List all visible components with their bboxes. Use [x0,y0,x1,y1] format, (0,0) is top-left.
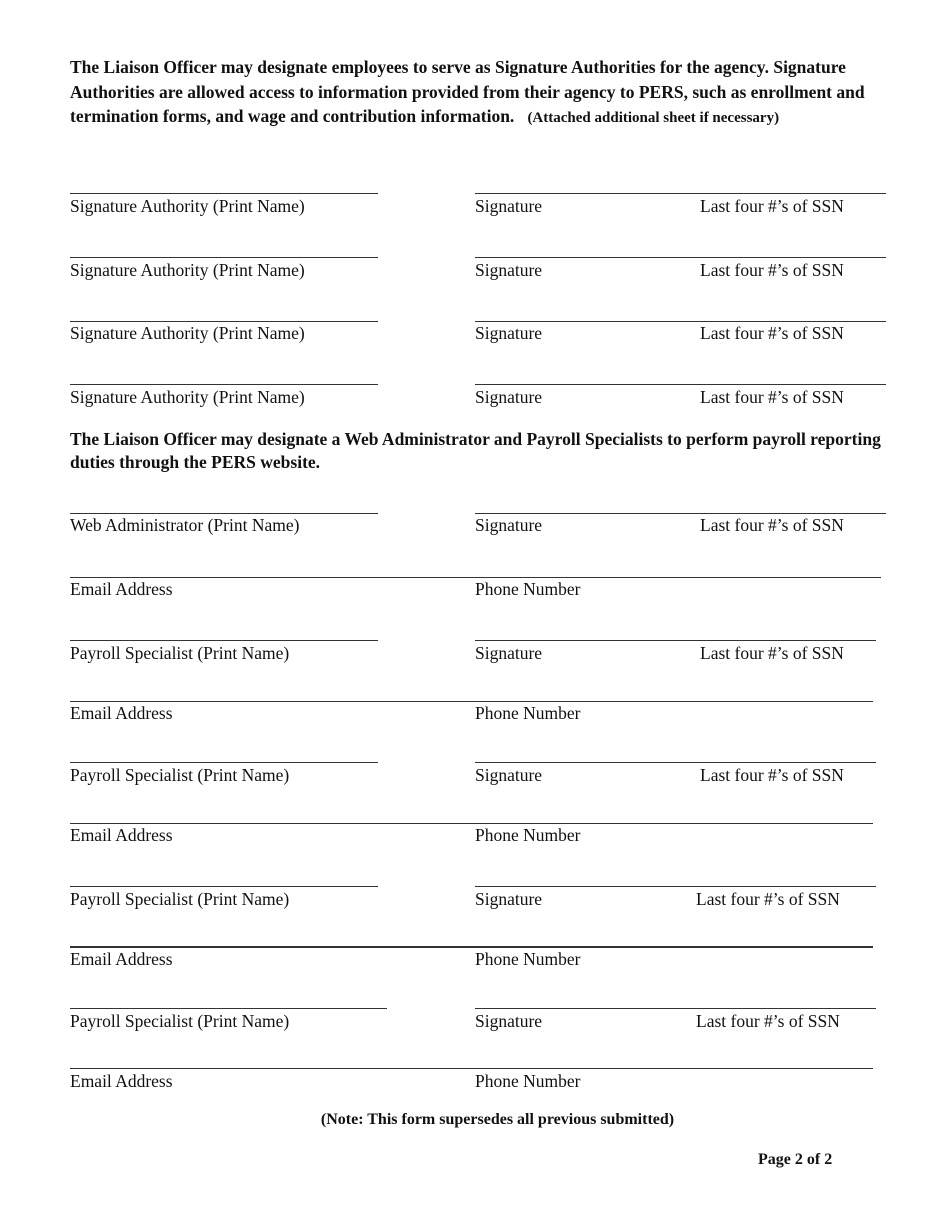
print-name-line[interactable] [70,886,378,887]
phone-label: Phone Number [475,703,581,723]
signature-authority-name-label: Signature Authority (Print Name) [70,387,305,407]
ssn-label: Last four #’s of SSN [700,515,844,535]
signature-ssn-line[interactable] [475,257,886,258]
instructions-text: The Liaison Officer may designate employees to serve as Signature Authorities for the agency. Signature Authorities are allowed access to information provided from their agency to PERS, such as enrollment and termination forms, and wage and contribution information. [70,57,865,126]
signature-authority-name-label: Signature Authority (Print Name) [70,196,305,216]
ssn-label: Last four #’s of SSN [696,1011,840,1031]
signature-ssn-line[interactable] [475,513,886,514]
email-phone-line[interactable] [70,1068,873,1069]
signature-label: Signature [475,643,543,663]
print-name-line[interactable] [70,1008,387,1009]
print-name-line[interactable] [70,762,378,763]
signature-label: Signature [475,1011,543,1031]
web-admin-name-label: Web Administrator (Print Name) [70,515,300,535]
phone-label: Phone Number [475,825,581,845]
ssn-label: Last four #’s of SSN [700,260,844,280]
email-phone-line[interactable] [70,701,873,702]
email-label: Email Address [70,703,173,723]
email-label: Email Address [70,825,173,845]
email-label: Email Address [70,1071,173,1091]
signature-label: Signature [475,260,543,280]
email-phone-line[interactable] [70,577,881,578]
signature-label: Signature [475,323,543,343]
signature-authority-instructions [70,55,900,131]
ssn-label: Last four #’s of SSN [700,765,844,785]
email-label: Email Address [70,949,173,969]
ssn-label: Last four #’s of SSN [696,889,840,909]
print-name-line[interactable] [70,513,378,514]
payroll-specialist-name-label: Payroll Specialist (Print Name) [70,1011,290,1031]
signature-label: Signature [475,196,543,216]
ssn-label: Last four #’s of SSN [700,323,844,343]
page-number: Page 2 of 2 [758,1151,833,1168]
signature-label: Signature [475,387,543,407]
print-name-line[interactable] [70,193,378,194]
phone-label: Phone Number [475,579,581,599]
payroll-specialist-name-label: Payroll Specialist (Print Name) [70,643,290,663]
print-name-line[interactable] [70,640,378,641]
email-phone-line[interactable] [70,946,873,948]
signature-ssn-line[interactable] [475,384,886,385]
supersedes-note: (Note: This form supersedes all previous submitted) [320,1111,675,1128]
email-label: Email Address [70,579,173,599]
signature-label: Signature [475,515,543,535]
signature-label: Signature [475,765,543,785]
phone-label: Phone Number [475,1071,581,1091]
signature-authority-name-label: Signature Authority (Print Name) [70,323,305,343]
signature-ssn-line[interactable] [475,762,876,763]
payroll-specialist-name-label: Payroll Specialist (Print Name) [70,765,290,785]
phone-label: Phone Number [475,949,581,969]
print-name-line[interactable] [70,321,378,322]
ssn-label: Last four #’s of SSN [700,387,844,407]
web-admin-instructions: The Liaison Officer may designate a Web Administrator and Payroll Specialists to perform payroll reporting duties through the PERS website. [70,429,881,472]
signature-ssn-line[interactable] [475,193,886,194]
ssn-label: Last four #’s of SSN [700,643,844,663]
signature-label: Signature [475,889,543,909]
attach-sheet-note: (Attached additional sheet if necessary) [527,110,780,126]
signature-ssn-line[interactable] [475,321,886,322]
ssn-label: Last four #’s of SSN [700,196,844,216]
signature-ssn-line[interactable] [475,640,876,641]
print-name-line[interactable] [70,257,378,258]
payroll-specialist-name-label: Payroll Specialist (Print Name) [70,889,290,909]
email-phone-line[interactable] [70,823,873,824]
signature-ssn-line[interactable] [475,1008,876,1009]
signature-authority-name-label: Signature Authority (Print Name) [70,260,305,280]
signature-ssn-line[interactable] [475,886,876,887]
print-name-line[interactable] [70,384,378,385]
